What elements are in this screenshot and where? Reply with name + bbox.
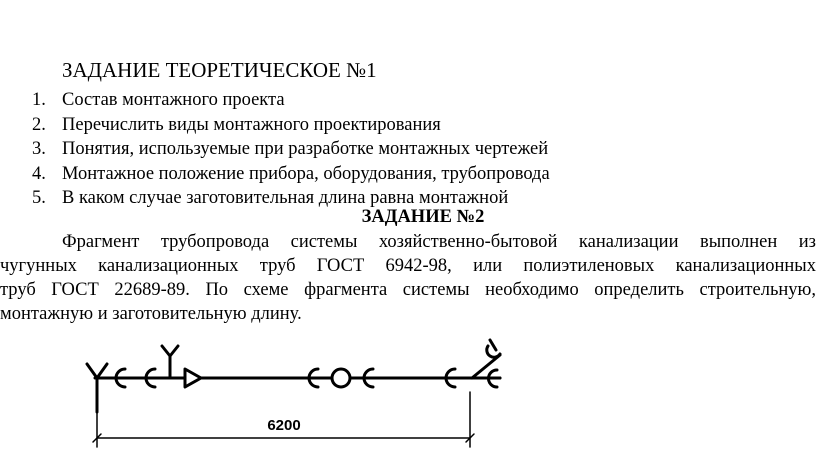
list-item-text: Монтажное положение прибора, оборудования, трубопровода [62, 163, 550, 184]
list-item-number: 3. [32, 139, 46, 159]
list-item-text: Понятия, используемые при разработке монтажных чертежей [62, 139, 549, 159]
list-item-text: В каком случае заготовительная длина равна монтажной [62, 188, 509, 208]
list-item-number: 4. [32, 163, 46, 184]
task1-title: ЗАДАНИЕ ТЕОРЕТИЧЕСКОЕ №1 [62, 58, 377, 82]
paragraph-line: чугунных канализационных труб ГОСТ 6942-98, или полиэтиленовых канализационных [0, 256, 816, 276]
paragraph-line: Фрагмент трубопровода системы хозяйственно-бытовой канализации выполнен из [62, 232, 816, 252]
paragraph-line: труб ГОСТ 22689-89. По схеме фрагмента системы необходимо определить строительную, [0, 280, 816, 300]
right-riser [470, 340, 500, 387]
dimension-label: 6200 [267, 417, 301, 434]
cleanout-icon [332, 369, 350, 387]
task2-title: ЗАДАНИЕ №2 [361, 207, 485, 227]
task2-paragraph [0, 230, 816, 326]
valve-icon [185, 369, 201, 387]
list-item-text: Перечислить виды монтажного проектирования [62, 114, 441, 135]
list-item-text: Состав монтажного проекта [62, 90, 285, 110]
pipeline-scheme [0, 330, 816, 472]
tee-fitting [162, 346, 178, 378]
paragraph-line: монтажную и заготовительную длину. [0, 304, 302, 324]
list-item-number: 5. [32, 188, 46, 208]
list-item-number: 2. [32, 114, 46, 135]
list-item-number: 1. [32, 90, 46, 110]
